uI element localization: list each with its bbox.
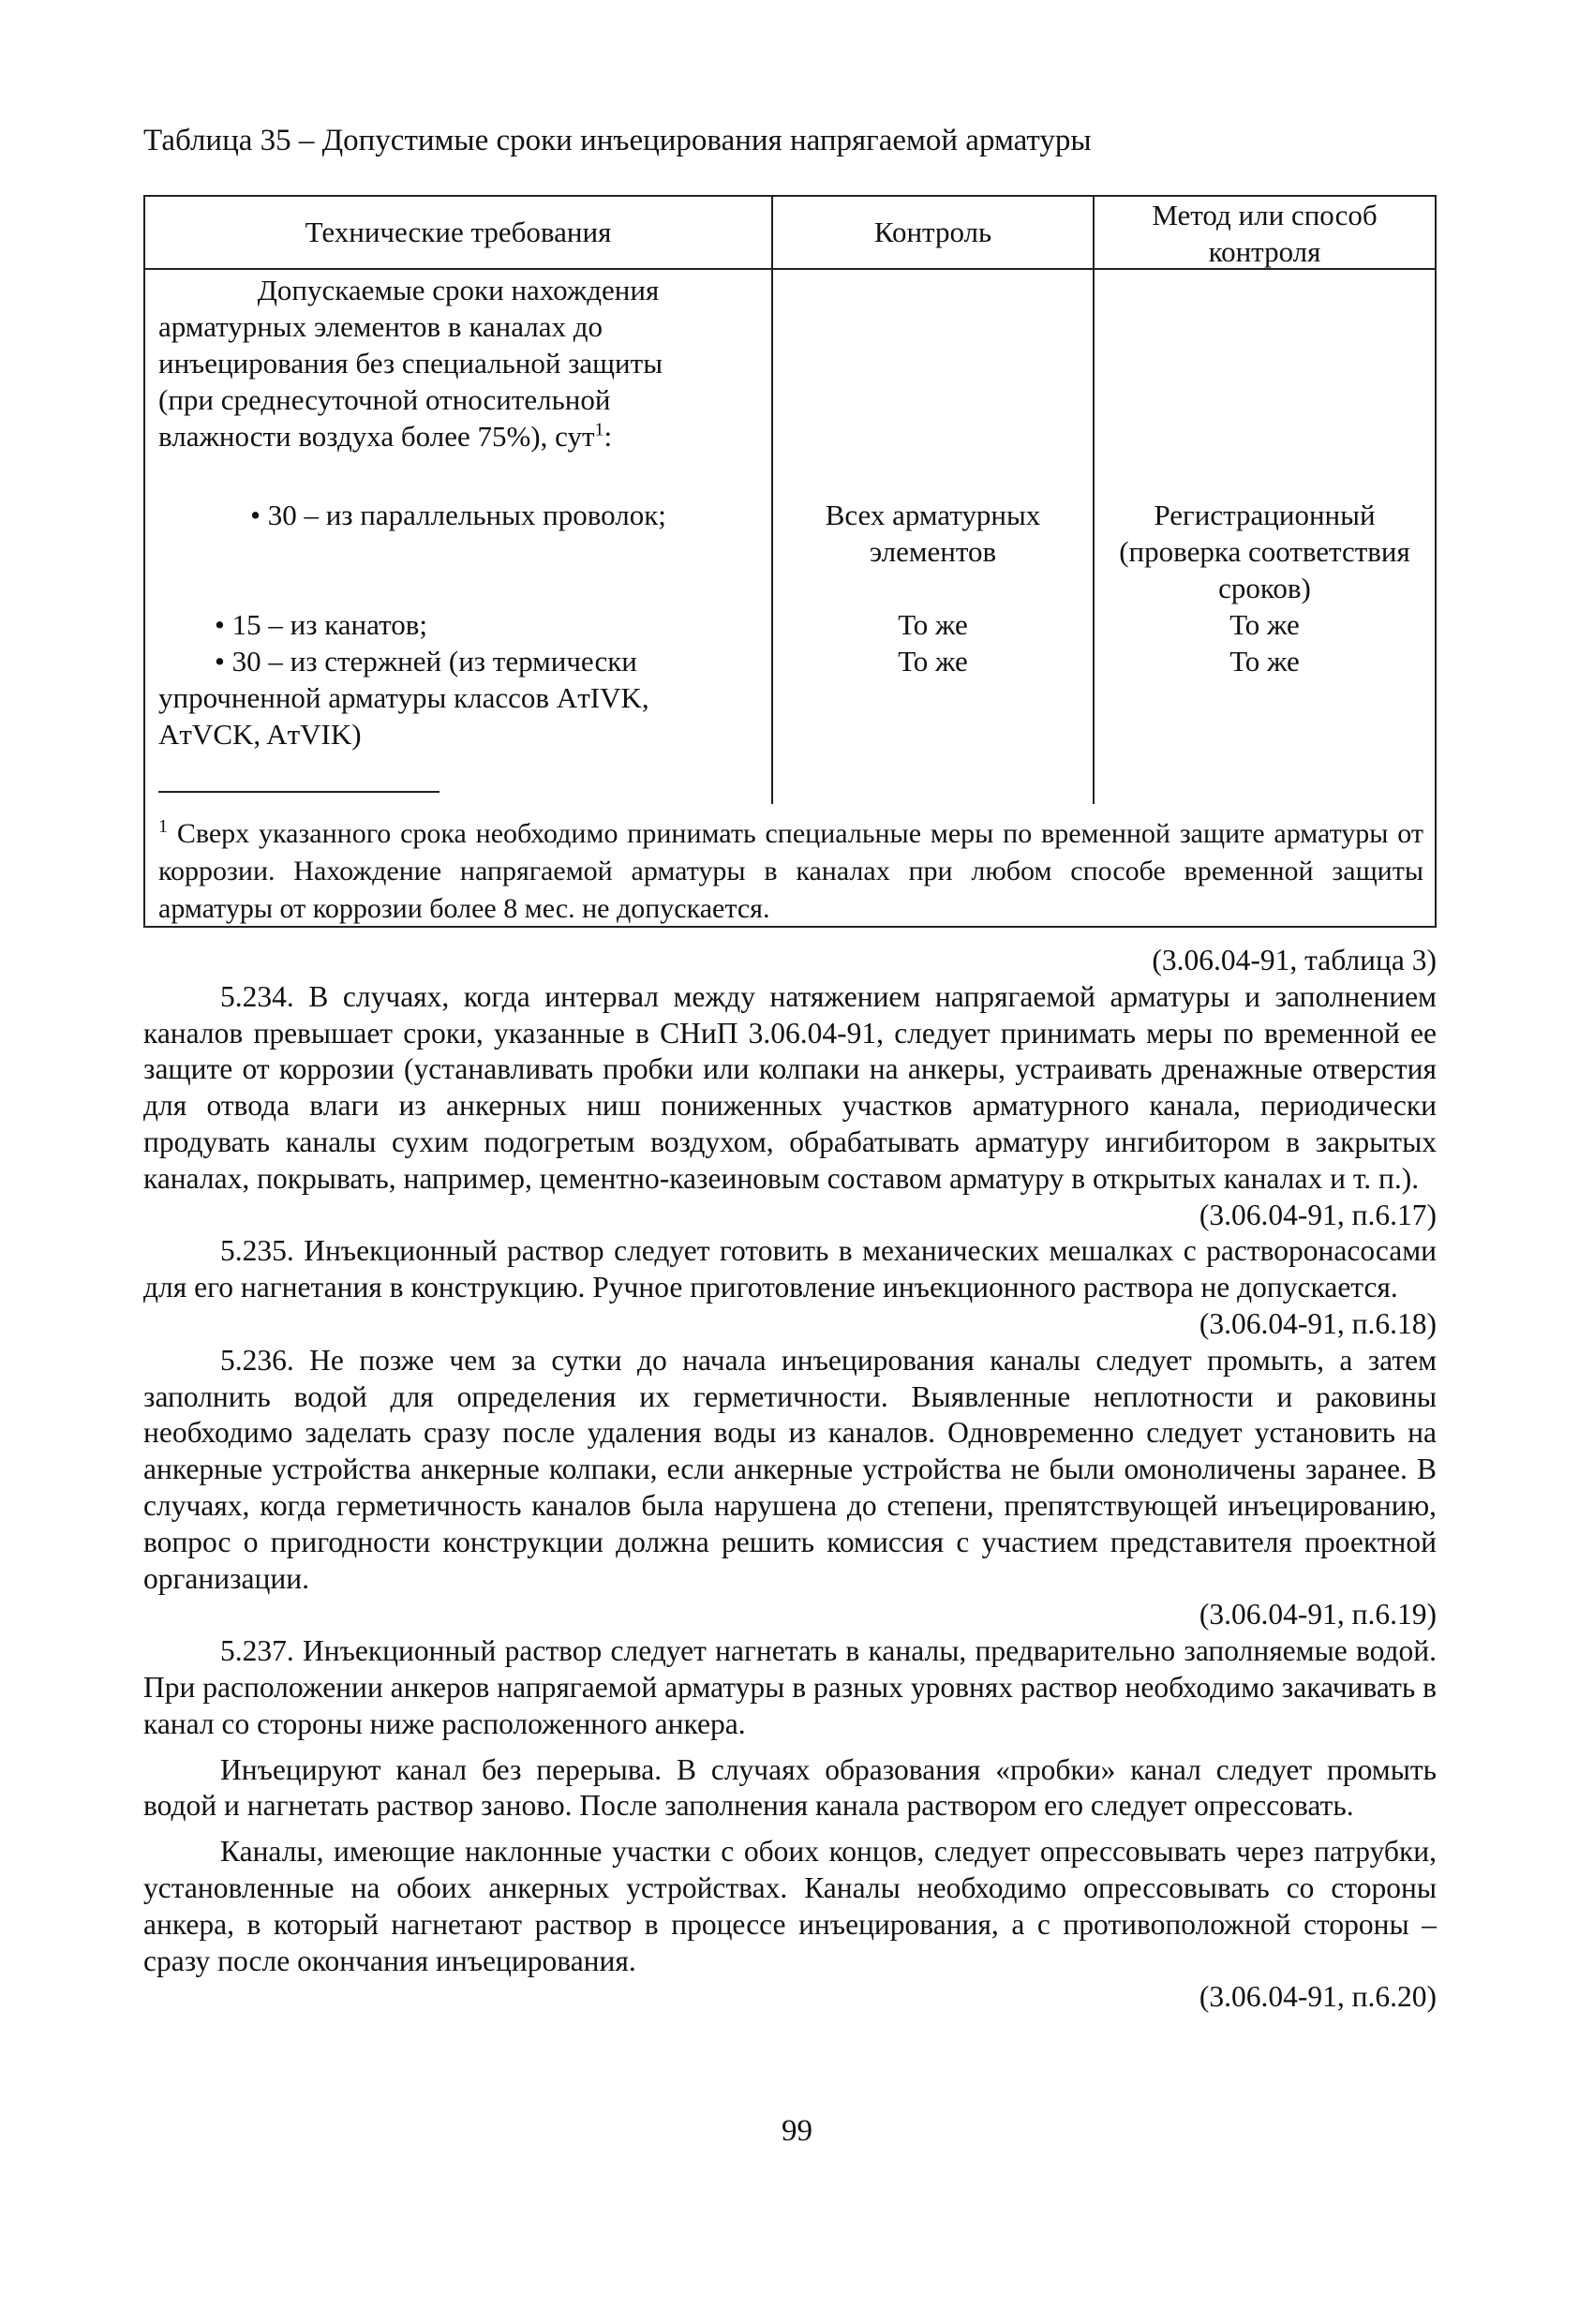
requirement-cables: • 15 – из канатов; bbox=[215, 606, 767, 643]
method-row-2: То же bbox=[1229, 608, 1300, 641]
paragraph-5-237-b: Инъецируют канал без перерыва. В случаях образования «пробки» канал следует промыть водой и нагнетать раствор заново. После заполнения канала раствором его следует опрессовать. bbox=[143, 1752, 1437, 1823]
header-requirements: Технические требования bbox=[305, 216, 612, 248]
intro-line: арматурных элементов в каналах до bbox=[158, 310, 603, 343]
paragraph-5-237: 5.237. Инъекционный раствор следует нагнетать в каналы, предварительно заполняемые водой. При расположении анкеров напрягаемой арматуры в разных уровнях раствор необходимо закачивать в канал со стороны ниже расположенного анкера. bbox=[143, 1634, 1437, 1740]
method-row-1: Регистрационный (проверка соответствия сроков) bbox=[1119, 499, 1410, 604]
footnote-rule bbox=[158, 791, 439, 793]
control-row-3: То же bbox=[898, 645, 968, 678]
paragraph-5-237-c: Каналы, имеющие наклонные участки с обоих концов, следует опрессовывать через патрубки, установленные на обоих анкерных устройствах. Каналы необходимо опрессовывать со стороны анкера, в который нагнетают раствор в процессе инъецирования, а с противоположной стороны – сразу после окончания инъецирования. bbox=[143, 1835, 1437, 1977]
header-method: Метод или способ контроля bbox=[1152, 199, 1378, 268]
header-control: Контроль bbox=[873, 216, 992, 248]
reference: (3.06.04-91, п.6.17) bbox=[1199, 1198, 1437, 1231]
requirement-parallel-wires: • 30 – из параллельных проволок; bbox=[145, 497, 771, 533]
body-text bbox=[143, 943, 1437, 2016]
paragraph-5-234: 5.234. В случаях, когда интервал между натяжением напрягаемой арматуры и заполнением каналов превышает сроки, указанные в СНиП 3.06.04-91, следует принимать меры по временной ее защите от коррозии (устанавливать пробки или колпаки на анкеры, устраивать дренажные отверстия для отвода влаги из анкерных ниш пониженных участков арматурного канала, периодически продувать каналы сухим подогретым воздухом, обрабатывать арматуру ингибитором в закрытых каналах, покрывать, например, цементно-казеиновым составом арматуру в открытых каналах и т. п.). bbox=[143, 979, 1437, 1195]
intro-line: инъецирования без специальной защиты bbox=[158, 347, 663, 380]
reference: (3.06.04-91, таблица 3) bbox=[1152, 944, 1437, 976]
intro-line: (при среднесуточной относительной bbox=[158, 383, 611, 416]
intro-line: Допускаемые сроки нахождения bbox=[257, 274, 660, 306]
method-row-3: То же bbox=[1229, 645, 1300, 678]
requirements-table bbox=[143, 195, 1437, 928]
control-row-1: Всех арматурных элементов bbox=[825, 499, 1041, 568]
page-number: 99 bbox=[782, 2114, 812, 2148]
table-footnote: $^1$ Сверх указанного срока необходимо принимать специальные меры по временной защите арматуры от коррозии. Нахождение напрягаемой арматуры в каналах при любом способе временной защиты арматуры от коррозии более 8 мес. не допускается. bbox=[158, 816, 1423, 924]
reference: (3.06.04-91, п.6.18) bbox=[1199, 1306, 1437, 1340]
control-row-2: То же bbox=[898, 608, 968, 641]
paragraph-5-236: 5.236. Не позже чем за сутки до начала инъецирования каналы следует промыть, а затем заполнить водой для определения их герметичности. Выявленные неплотности и раковины необходимо заделать сразу после удаления воды из каналов. Одновременно следует установить на анкерные устройства анкерные колпаки, если анкерные устройства не были омоноличены заранее. В случаях, когда герметичность каналов была нарушена до степени, препятствующей инъецированию, вопрос о пригодности конструкции должна решить комиссия с участием представителя проектной организации. bbox=[143, 1343, 1437, 1595]
reference: (3.06.04-91, п.6.20) bbox=[1199, 1980, 1437, 2014]
footnote-ref: 1 bbox=[594, 419, 604, 440]
reference: (3.06.04-91, п.6.19) bbox=[1199, 1598, 1437, 1631]
table-caption: Таблица 35 – Допустимые сроки инъецирования напрягаемой арматуры bbox=[143, 124, 1092, 157]
paragraph-5-235: 5.235. Инъекционный раствор следует готовить в механических мешалках с растворонасосами для его нагнетания в конструкцию. Ручное приготовление инъекционного раствора не допускается. bbox=[143, 1234, 1437, 1304]
intro-line-last: влажности воздуха более 75%), сут$^1$: bbox=[158, 419, 613, 453]
requirement-rods: • 30 – из стержней (из термически упрочненной арматуры классов AтIVK, AтVCK, AтVIK) bbox=[158, 643, 730, 752]
